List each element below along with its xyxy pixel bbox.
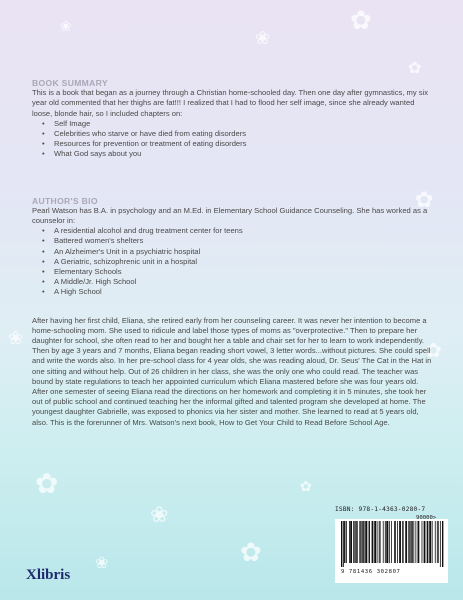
- barcode-bars: [340, 521, 445, 567]
- barcode-bar: [367, 521, 368, 563]
- barcode-bar: [438, 521, 439, 563]
- barcode-bar: [415, 521, 416, 563]
- barcode-bar: [359, 521, 360, 563]
- flower-icon: ✿: [35, 467, 59, 500]
- barcode-bar: [402, 521, 403, 563]
- barcode-bar: [343, 521, 344, 567]
- barcode-bar: [395, 521, 396, 563]
- barcode-bar: [435, 521, 436, 563]
- book-summary-heading: BOOK SUMMARY: [32, 78, 108, 88]
- barcode-bar: [387, 521, 388, 563]
- list-item: • Self Image: [54, 119, 432, 129]
- barcode-bar: [408, 521, 409, 563]
- barcode-bar: [346, 521, 347, 563]
- barcode-bar: [437, 521, 438, 563]
- barcode-bar: [380, 521, 381, 563]
- barcode-bar: [400, 521, 401, 563]
- list-item: • Resources for prevention or treatment of eating disorders: [54, 139, 432, 149]
- list-item: • Elementary Schools: [54, 267, 432, 277]
- authors-bio-section: [32, 196, 432, 298]
- flower-icon: ✿: [350, 6, 372, 36]
- barcode-bar: [422, 521, 423, 563]
- flower-icon: ✿: [408, 58, 422, 77]
- list-item: • An Alzheimer's Unit in a psychiatric hospital: [54, 247, 432, 257]
- story-section: [32, 316, 432, 428]
- barcode-bar: [429, 521, 430, 563]
- barcode-bar: [386, 521, 387, 563]
- barcode-bar: [432, 521, 433, 563]
- barcode-bar: [344, 521, 345, 563]
- isbn-label: ISBN: 978-1-4363-0280-7: [335, 506, 426, 513]
- barcode-bar: [353, 521, 354, 563]
- book-summary-list: [32, 119, 432, 160]
- barcode-bar: [410, 521, 411, 563]
- barcode-bar: [411, 521, 412, 563]
- barcode-bar: [351, 521, 352, 563]
- barcode-bar: [397, 521, 398, 563]
- list-item: • Celebrities who starve or have died from eating disorders: [54, 129, 432, 139]
- barcode-bar: [362, 521, 363, 563]
- barcode-bar: [442, 521, 443, 567]
- barcode-bar: [394, 521, 395, 563]
- barcode-bar: [406, 521, 407, 563]
- book-summary-paragraph: This is a book that began as a journey through a Christian home-schooled day. Then one day after gymnastics, my six year old commented that her thighs are fat!!! I realized that I had to flood her self image, since she already wanted loose, blonde hair, so I included chapters on:: [32, 88, 429, 118]
- barcode: [335, 506, 448, 583]
- barcode-number: 9 781436 302807: [341, 569, 401, 575]
- barcode-bar: [374, 521, 375, 563]
- barcode-bar: [440, 521, 441, 567]
- barcode-bar: [372, 521, 373, 563]
- flower-icon: ❀: [8, 328, 24, 349]
- story-paragraph: After having her first child, Eliana, she retired early from her counseling career. It was never her intention to become a home-schooling mom. She used to ridicule and label those types of moms as "overprotective." Then to prepare her daughter for school, she often read to her and bought her a table and chair set for her to learn to work independently. Then by age 3 years and 7 months, Eliana began reading short vowel, 3 letter words...without pictures. She could spell and write the words also. In her pre-school class for 4 year olds, she was reading aloud, Dr. Seus' The Cat in the Hat in one sitting and without help. Out of 26 children in her class, she was the only one who could read. The teacher was bound by state regulations to teach her appointed curriculum which Eliana mastered before she was four years old. After one semester of seeing Eliana read the directions on her homework and completing it in 5 minutes, she took her out of public school and continued teaching her the informal gifted and talented program she developed at home. The youngest daughter Gabrielle, was exposed to phonics via her sister and mother. She learned to read at 5 years old, also. This is the forerunner of Mrs. Watson's next book, How to Get Your Child to Read Before School Age.: [32, 315, 432, 427]
- book-summary-section: [32, 78, 432, 160]
- flower-icon: ✿: [415, 188, 434, 213]
- barcode-bar: [361, 521, 362, 563]
- barcode-bar: [341, 521, 342, 567]
- barcode-bar: [379, 521, 380, 563]
- barcode-bar: [419, 521, 420, 563]
- barcode-bar: [369, 521, 370, 563]
- flower-icon: ✿: [300, 479, 312, 495]
- authors-bio-paragraph: Pearl Watson has B.A. in psychology and an M.Ed. in Elementary School Guidance Counseling. She has worked as a counselor in:: [32, 205, 428, 226]
- flower-icon: ❀: [95, 553, 109, 572]
- back-cover-text: [32, 78, 432, 428]
- list-item: • What God says about you: [54, 149, 432, 159]
- barcode-bar: [356, 521, 357, 563]
- list-item: • A Geriatric, schizophrenic unit in a hospital: [54, 257, 432, 267]
- flower-icon: ✿: [425, 338, 442, 362]
- barcode-bar: [364, 521, 365, 563]
- authors-bio-heading: AUTHOR'S BIO: [32, 195, 98, 206]
- flower-icon: ✿: [240, 538, 262, 568]
- barcode-bar: [391, 521, 392, 563]
- barcode-bar: [413, 521, 414, 563]
- barcode-bar: [425, 521, 426, 563]
- barcode-bar: [375, 521, 376, 563]
- barcode-bar: [385, 521, 386, 563]
- barcode-bar: [377, 521, 378, 563]
- barcode-bar: [355, 521, 356, 563]
- price-code: 90000>: [416, 515, 437, 521]
- barcode-bar: [430, 521, 431, 563]
- flower-icon: ❀: [60, 19, 72, 35]
- publisher-logo: Xlibris: [26, 567, 71, 583]
- barcode-bar: [349, 521, 350, 563]
- barcode-bar: [389, 521, 390, 563]
- flower-icon: ❀: [150, 503, 169, 528]
- list-item: • A residential alcohol and drug treatment center for teens: [54, 226, 432, 236]
- list-item: • A Middle/Jr. High School: [54, 277, 432, 287]
- barcode-bar: [383, 521, 384, 563]
- flower-icon: ❀: [255, 28, 271, 49]
- list-item: • A High School: [54, 287, 432, 297]
- barcode-bar: [427, 521, 428, 563]
- list-item: • Battered women's shelters: [54, 236, 432, 246]
- authors-bio-list: [32, 226, 432, 297]
